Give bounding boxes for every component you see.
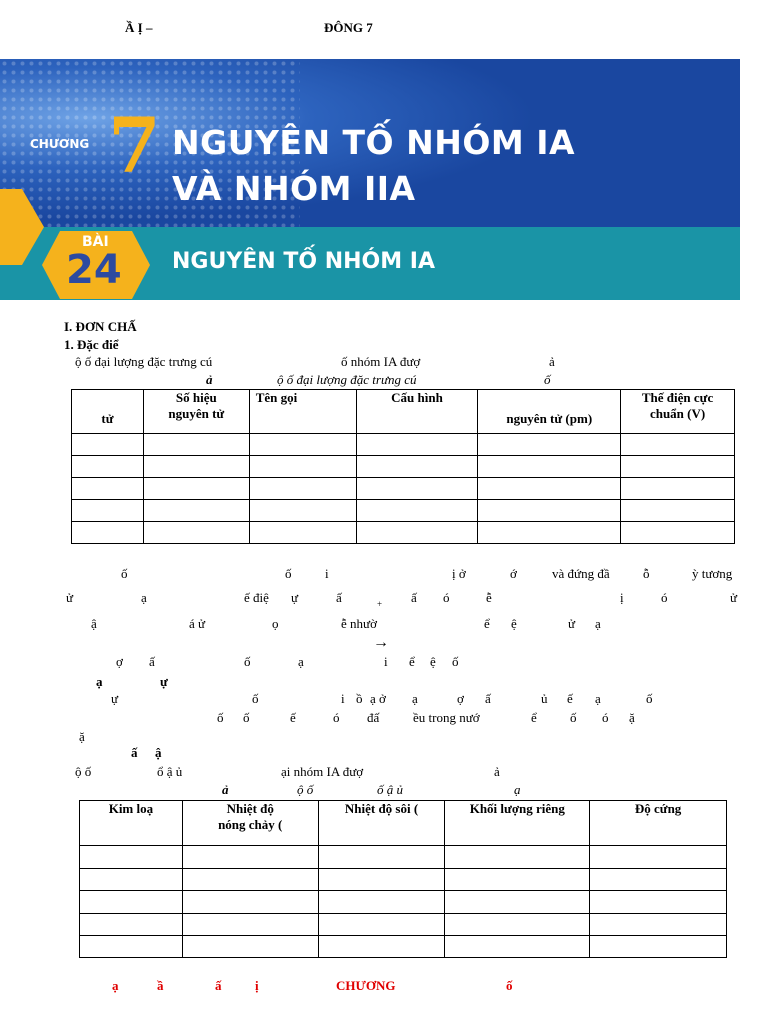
text-fragment: ố (570, 710, 577, 725)
text-fragment: ị ở (452, 566, 466, 581)
text-fragment: ự (160, 674, 168, 689)
footer-fragment: ị (255, 978, 259, 993)
text-fragment: ố (285, 566, 292, 581)
text-fragment: ế (567, 691, 573, 706)
text-fragment: ấ (336, 590, 342, 605)
table-header: tử (72, 390, 144, 434)
chapter-title-line2: VÀ NHÓM IIA (172, 169, 416, 208)
table-header: Nhiệt độ nóng chảy ( (182, 801, 318, 846)
physical-properties-table (79, 800, 727, 958)
text-fragment: ó (333, 710, 340, 725)
table-header-row (72, 390, 735, 434)
text-fragment: ó (443, 590, 450, 605)
text-fragment: ễ (486, 590, 492, 605)
text-fragment: á ử (189, 616, 206, 631)
footer-fragment: ạ (112, 978, 119, 993)
footer-fragment: ố (506, 978, 513, 993)
table-header: Thế điện cực chuẩn (V) (621, 390, 735, 434)
text-fragment: ố (217, 710, 224, 725)
header-left: Ầ Ị – (125, 20, 153, 35)
text-fragment: ạ (298, 654, 304, 669)
text-line: ả (549, 354, 555, 369)
text-fragment: ệ (430, 654, 436, 669)
table-row (72, 434, 735, 456)
table-row (80, 936, 727, 958)
text-fragment: ố (244, 654, 251, 669)
footer-fragment: ầ (157, 978, 164, 993)
text-fragment: ạ (412, 691, 418, 706)
table-header: Kim loạ (80, 801, 183, 846)
text-fragment: ặ (79, 729, 85, 744)
text-fragment: ủ (541, 691, 548, 706)
footer-fragment: ấ (215, 978, 222, 993)
text-fragment: ố (243, 710, 250, 725)
text-fragment: ấ (411, 590, 417, 605)
chapter-number: 7 (108, 101, 161, 190)
text-fragment: i (325, 566, 329, 581)
sub-heading: 1. Đặc điể (64, 337, 119, 352)
text-fragment: ễ nhườ (341, 616, 377, 631)
footer-chuong: CHƯƠNG (336, 978, 396, 993)
text-fragment: ố (452, 654, 459, 669)
text-fragment: ồ (356, 691, 363, 706)
text-fragment: ể (484, 616, 490, 631)
text-fragment: ạ (595, 691, 601, 706)
header-right: ĐÔNG 7 (324, 20, 373, 35)
text-fragment: đấ (367, 710, 380, 725)
text-fragment: ự (111, 691, 119, 706)
properties-table (71, 389, 735, 544)
text-fragment: ể (409, 654, 415, 669)
text-fragment: ớ (510, 566, 517, 581)
text-fragment: ử (568, 616, 576, 631)
text-fragment: ấ (131, 745, 138, 760)
text-fragment: ều trong nướ (413, 710, 480, 725)
text-line: ố nhóm IA đượ (341, 354, 421, 369)
text-fragment: ợ (116, 654, 123, 669)
lesson-number: 24 (66, 247, 122, 293)
table-row (80, 891, 727, 914)
text-fragment: ấ (149, 654, 155, 669)
bai-label: BÀI (82, 234, 109, 250)
text-fragment: ể (531, 710, 537, 725)
superscript-plus: + (377, 599, 383, 609)
text-fragment: ế điệ (244, 590, 269, 605)
text-fragment: ố (121, 566, 128, 581)
table-row (72, 500, 735, 522)
text-fragment: ự (291, 590, 299, 605)
chuong-label: CHƯƠNG (30, 137, 90, 151)
text-fragment: ạ (141, 590, 147, 605)
text-line: ộ ố đại lượng đặc trưng cú (75, 354, 213, 369)
section-heading: I. ĐƠN CHẤ (64, 319, 137, 334)
text-fragment: i (384, 654, 388, 669)
text-fragment: ị (620, 590, 624, 605)
text-line: ả (206, 372, 213, 387)
chapter-title-line1: NGUYÊN TỐ NHÓM IA (172, 123, 576, 162)
text-fragment: ệ (511, 616, 517, 631)
table-row (72, 478, 735, 500)
table-row (72, 456, 735, 478)
table-header-row (80, 801, 727, 846)
text-line: ố (544, 372, 551, 387)
text-fragment: ử (730, 590, 738, 605)
table-row (80, 869, 727, 891)
text-fragment: và đứng đầ (552, 566, 610, 581)
table-header: Cấu hình (356, 390, 478, 434)
text-fragment: ợ (457, 691, 464, 706)
text-fragment: ó (602, 710, 609, 725)
table-row (80, 914, 727, 936)
text-fragment: ạ (96, 674, 103, 689)
text-line: ộ ố (297, 782, 314, 797)
text-line: ả (494, 764, 500, 779)
text-fragment: ế (290, 710, 296, 725)
text-fragment: ậ (91, 616, 97, 631)
chapter-banner (0, 59, 740, 300)
text-fragment: ậ (155, 745, 162, 760)
text-fragment: i (341, 691, 345, 706)
table-header: Khối lượng riêng (445, 801, 590, 846)
text-line: ạ (514, 782, 521, 797)
table-header: nguyên tử (pm) (478, 390, 621, 434)
text-line: ộ ố (75, 764, 92, 779)
table-header: Nhiệt độ sôi ( (318, 801, 445, 846)
table-row (80, 846, 727, 869)
text-fragment: ạ (595, 616, 601, 631)
text-fragment: ố (646, 691, 653, 706)
text-fragment: ó (661, 590, 668, 605)
arrow-symbol: → (373, 634, 389, 651)
text-line: ại nhóm IA đượ (281, 764, 364, 779)
table-header: Độ cứng (590, 801, 727, 846)
text-fragment: ạ ở (370, 691, 386, 706)
text-fragment: ử (66, 590, 74, 605)
text-line: ố ậ ủ (377, 782, 403, 797)
text-fragment: ặ (629, 710, 635, 725)
text-line: ổ ậ ủ (157, 764, 183, 779)
text-fragment: ỳ tương (692, 566, 733, 581)
table-header: Tên gọi (249, 390, 356, 434)
text-fragment: ỗ (643, 566, 650, 581)
lesson-title: NGUYÊN TỐ NHÓM IA (172, 249, 436, 274)
text-fragment: ấ (485, 691, 491, 706)
text-fragment: ố (252, 691, 259, 706)
text-line: ộ ố đại lượng đặc trưng cú (277, 372, 417, 387)
table-header: Số hiệu nguyên tử (143, 390, 249, 434)
table-row (72, 522, 735, 544)
text-fragment: ọ (272, 616, 279, 631)
text-line: ả (222, 782, 229, 797)
